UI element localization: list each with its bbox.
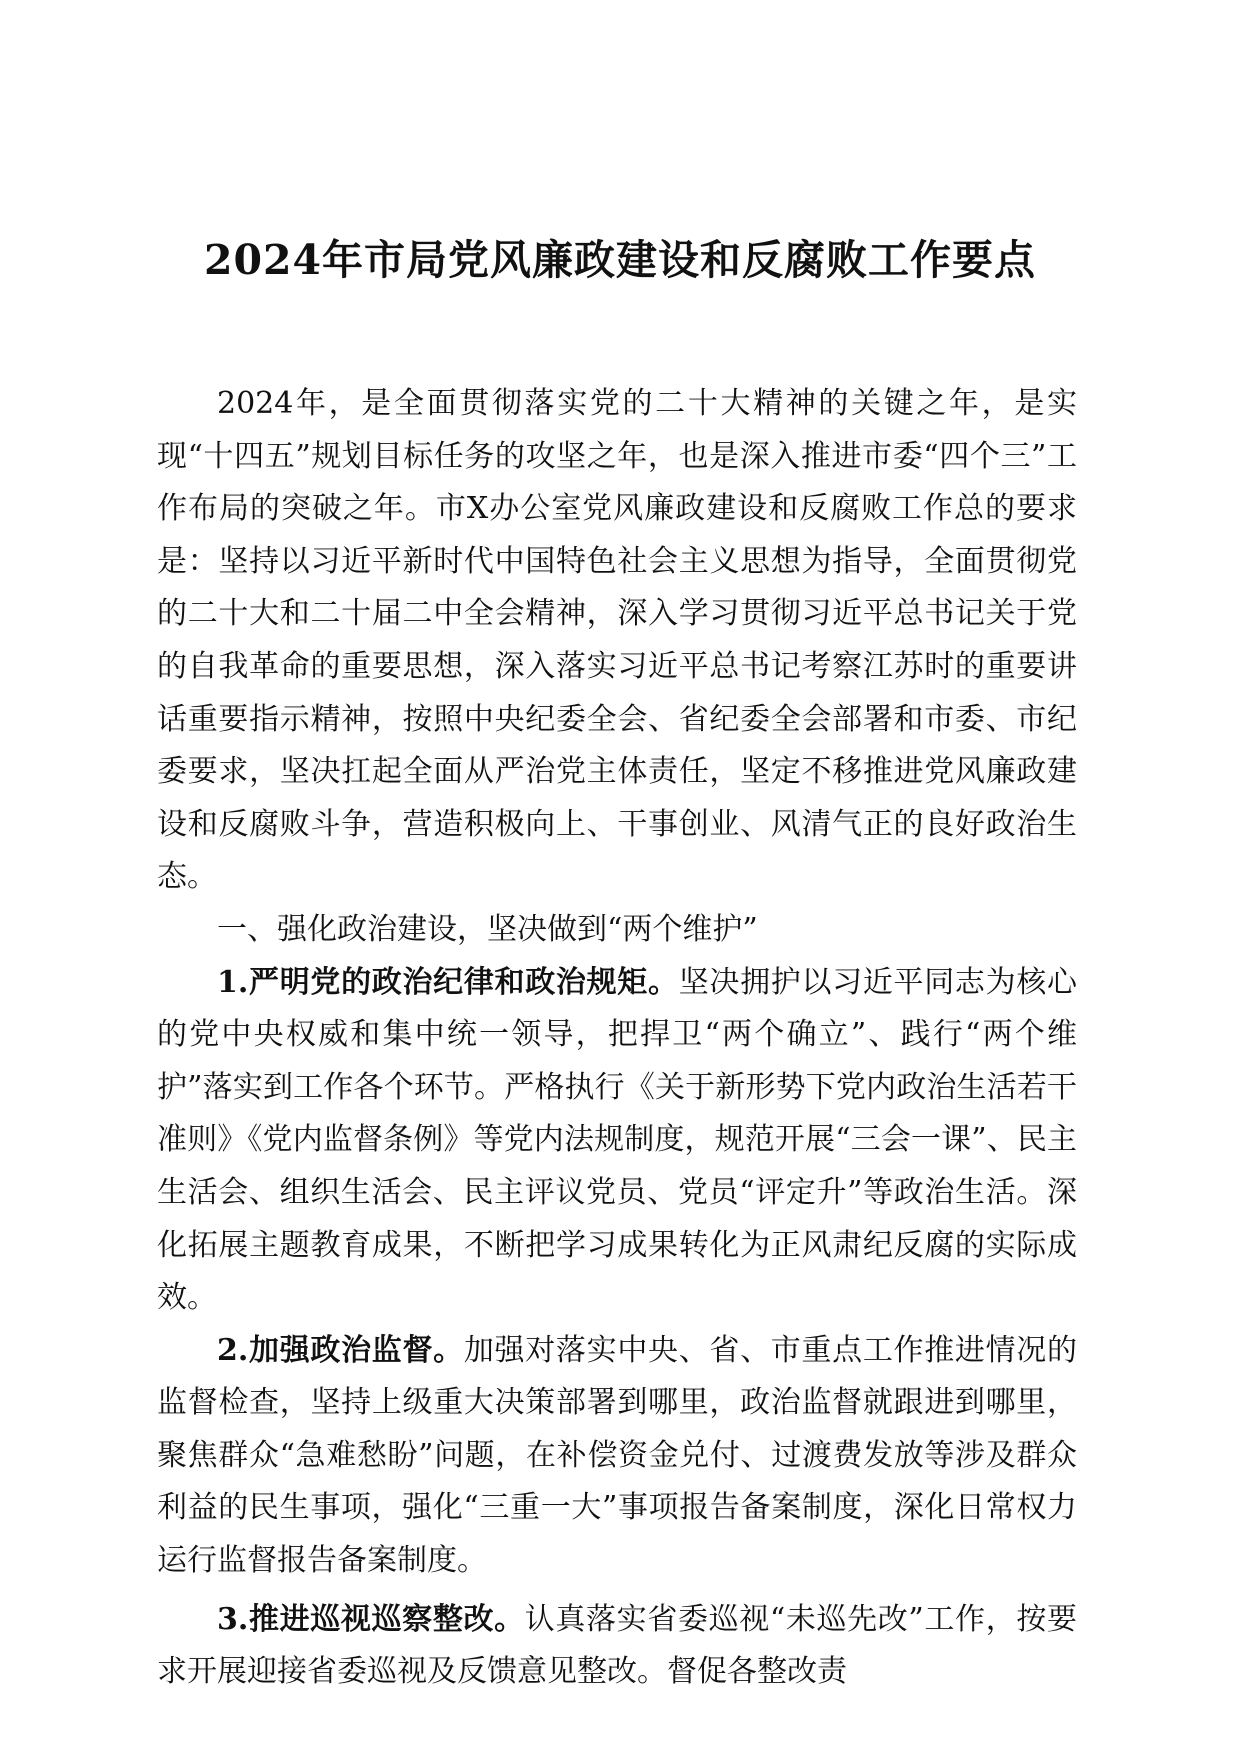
item-lead-1: 1.严明党的政治纪律和政治规矩。 <box>217 964 679 1000</box>
item-text-2: 加强对落实中央、省、市重点工作推进情况的监督检查，坚持上级重大决策部署到哪里，政治监督就跟进到哪里，聚焦群众“急难愁盼”问题，在补偿资金兑付、过渡费发放等涉及群众利益的民生事项，强化“三重一大”事项报告备案制度，深化日常权力运行监督报告备案制度。 <box>157 1332 1077 1579</box>
item-paragraph-3 <box>157 1594 1077 1699</box>
document-body <box>157 378 1077 1699</box>
section-heading: 一、强化政治建设，坚决做到“两个维护” <box>217 911 758 947</box>
item-lead-2: 2.加强政治监督。 <box>217 1332 464 1368</box>
item-text-3: 认真落实省委巡视“未巡先改”工作，按要求开展迎接省委巡视及反馈意见整改。督促各整改责 <box>157 1601 1077 1690</box>
item-paragraph-2 <box>157 1325 1077 1588</box>
item-paragraph-1 <box>157 957 1077 1325</box>
intro-paragraph: 2024年，是全面贯彻落实党的二十大精神的关键之年，是实现“十四五”规划目标任务的攻坚之年，也是深入推进市委“四个三”工作布局的突破之年。市X办公室党风廉政建设和反腐败工作总的要求是：坚持以习近平新时代中国特色社会主义思想为指导，全面贯彻党的二十大和二十届二中全会精神，深入学习贯彻习近平总书记关于党的自我革命的重要思想，深入落实习近平总书记考察江苏时的重要讲话重要指示精神，按照中央纪委全会、省纪委全会部署和市委、市纪委要求，坚决扛起全面从严治党主体责任，坚定不移推进党风廉政建设和反腐败斗争，营造积极向上、干事创业、风清气正的良好政治生态。 <box>157 386 1077 895</box>
item-text-1: 坚决拥护以习近平同志为核心的党中央权威和集中统一领导，把捍卫“两个确立”、践行“两个维护”落实到工作各个环节。严格执行《关于新形势下党内政治生活若干准则》《党内监督条例》等党内法规制度，规范开展“三会一课”、民主生活会、组织生活会、民主评议党员、党员“评定升”等政治生活。深化拓展主题教育成果，不断把学习成果转化为正风肃纪反腐的实际成效。 <box>157 964 1078 1316</box>
item-lead-3: 3.推进巡视巡察整改。 <box>217 1601 525 1637</box>
document-title: 2024年市局党风廉政建设和反腐败工作要点 <box>203 236 1037 284</box>
